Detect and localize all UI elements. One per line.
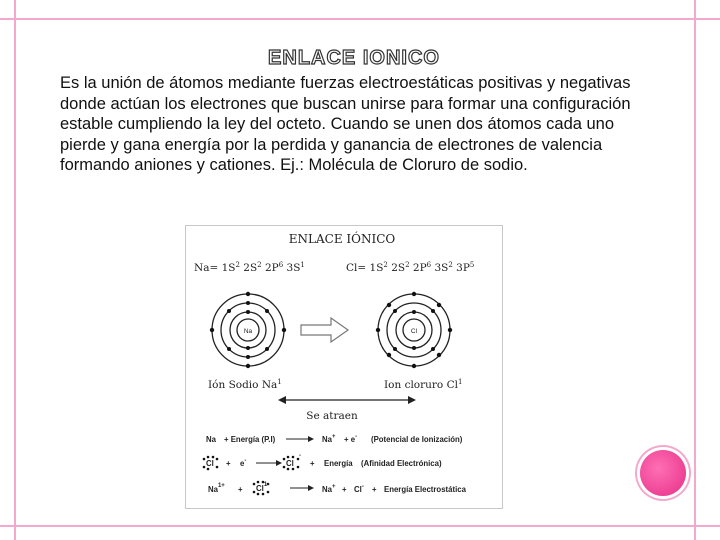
svg-text:Energía Electrostática: Energía Electrostática — [384, 485, 466, 494]
svg-text:+: + — [342, 485, 347, 494]
frame-line-right — [694, 0, 696, 540]
svg-text:+: + — [226, 459, 231, 468]
svg-text:Energía: Energía — [324, 459, 353, 468]
svg-text:Cl-: Cl- — [354, 484, 364, 494]
ionic-bond-diagram — [186, 226, 502, 508]
na-configuration: $Na= 1S^2$ $2S^2$ $2P^6$ $3S^1$ — [194, 261, 305, 274]
svg-text:Cl1-: $Cl^{1-}$ — [256, 482, 270, 493]
svg-text:Na: Na — [206, 435, 216, 444]
svg-text:Na+: Na+ — [322, 484, 336, 494]
equation-ionization — [206, 434, 463, 444]
frame-line-top — [0, 18, 720, 20]
equation-electron-affinity — [203, 453, 442, 470]
equation-electrostatic — [208, 481, 467, 496]
ionic-bond-figure — [185, 225, 503, 509]
svg-text:(Afinidad Electrónica): (Afinidad Electrónica) — [361, 459, 442, 468]
svg-text:+: + — [372, 485, 377, 494]
svg-text:Na+: Na+ — [322, 434, 336, 444]
decorative-pink-circle — [640, 450, 686, 496]
transfer-arrow — [301, 318, 348, 342]
svg-text:+: + — [238, 485, 243, 494]
svg-text:Na1+: $Na^{1+}$ — [208, 483, 225, 494]
sodium-ion-label: Ión Sodio Na$^1$ — [208, 378, 282, 391]
svg-text:e-: e- — [240, 458, 247, 468]
frame-line-left — [14, 0, 16, 540]
svg-text:Cl: Cl — [206, 459, 214, 468]
svg-text:+ e-: + e- — [344, 434, 358, 444]
attraction-label: Se atraen — [306, 410, 358, 422]
chloride-ion-label: Ion cloruro Cl$^1$ — [384, 378, 463, 391]
svg-text:+ Energía (P.I): + Energía (P.I) — [224, 435, 276, 444]
cl-nucleus-label: Cl — [410, 328, 418, 335]
slide-title: ENLACE IONICO — [268, 47, 440, 69]
svg-text:Cl: Cl — [286, 459, 294, 468]
na-config-label: Na= 1S — [194, 262, 236, 274]
svg-text:-: - — [299, 453, 301, 459]
attraction-arrow — [278, 396, 416, 404]
svg-text:(Potencial de Ionización): (Potencial de Ionización) — [371, 435, 463, 444]
figure-title: ENLACE IÓNICO — [288, 232, 396, 246]
na-nucleus-label: Na — [243, 328, 253, 335]
slide-body-text: Es la unión de átomos mediante fuerzas electroestáticas positivas y negativas donde actúan los electrones que buscan unirse para formar una configuración estable cumpliendo la ley del octeto. Cuando se unen dos átomos cada uno pierde y gana energía por la perdida y ganancia de electrones de valencia formando aniones y cationes. Ej.: Molécula de Cloruro de sodio. — [60, 74, 631, 175]
svg-text:+: + — [310, 459, 315, 468]
frame-line-bottom — [0, 525, 720, 527]
cl-configuration: $Cl= 1S^2$ $2S^2$ $2P^6$ $3S^2$ $3P^5$ — [346, 261, 475, 274]
cl-config-label: Cl= 1S — [346, 262, 384, 274]
